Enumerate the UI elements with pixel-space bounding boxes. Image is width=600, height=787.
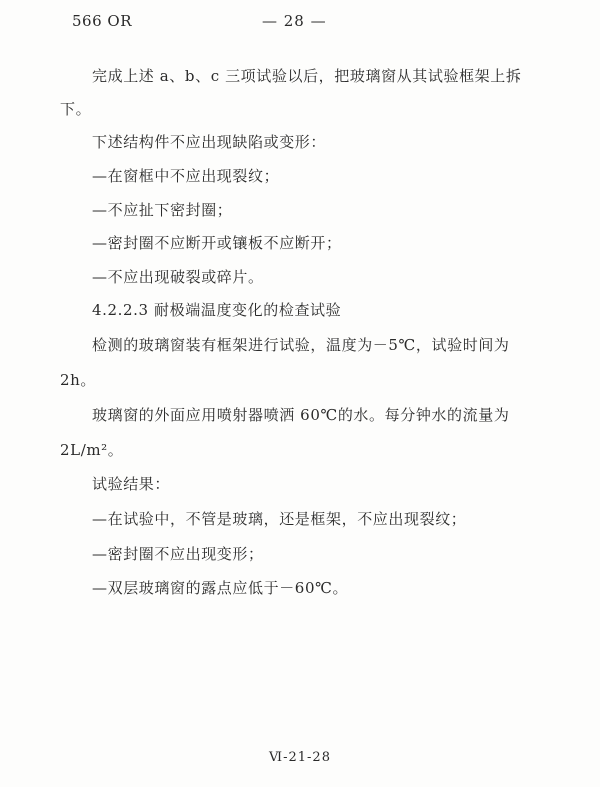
list-item: —在试验中，不管是玻璃，还是框架，不应出现裂纹； [92, 510, 467, 528]
body-line: 下。 [60, 100, 92, 118]
list-item: —双层玻璃窗的露点应低于－60℃。 [92, 579, 349, 597]
section-heading: 4.2.2.3 耐极端温度变化的检查试验 [92, 301, 342, 319]
page-number: — 28 — [262, 12, 327, 30]
list-item: —不应出现破裂或碎片。 [92, 268, 264, 286]
body-line: 2L/m²。 [60, 441, 124, 459]
body-line: 玻璃窗的外面应用喷射器喷洒 60℃的水。每分钟水的流量为 [92, 406, 510, 424]
body-line: 完成上述 a、b、c 三项试验以后，把玻璃窗从其试验框架上拆 [92, 67, 522, 85]
body-line: 检测的玻璃窗装有框架进行试验，温度为－5℃，试验时间为 [92, 336, 510, 354]
document-code: 566 OR [72, 12, 132, 30]
body-line: 2h。 [60, 371, 97, 389]
list-item: —不应扯下密封圈； [92, 201, 233, 219]
page-reference: Ⅵ-21-28 [269, 750, 331, 765]
body-line: 试验结果： [92, 475, 171, 493]
list-item: —在窗框中不应出现裂纹； [92, 167, 280, 185]
body-line: 下述结构件不应出现缺陷或变形： [92, 133, 327, 151]
list-item: —密封圈不应出现变形； [92, 545, 264, 563]
list-item: —密封圈不应断开或镶板不应断开； [92, 234, 342, 252]
